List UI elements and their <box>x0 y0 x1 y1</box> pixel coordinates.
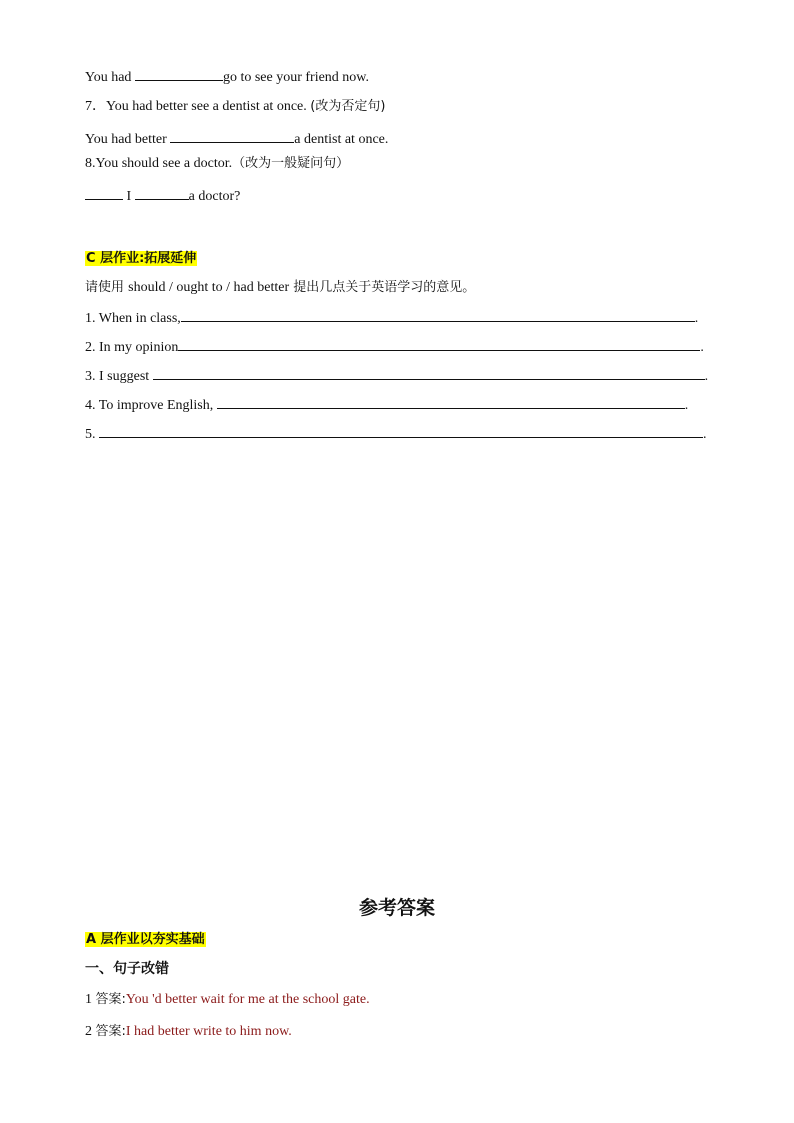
c-item-1-blank[interactable] <box>181 308 695 322</box>
q8-mid: I <box>123 189 135 204</box>
answers-title: 参考答案 <box>358 897 435 919</box>
instruction-cn-1: 请使用 <box>85 280 129 295</box>
part-one-title: 一、句子改错 <box>85 961 169 977</box>
q6-pre: You had <box>85 70 135 85</box>
c-item-5-blank[interactable] <box>99 424 703 438</box>
c-item-2-end: . <box>700 340 704 355</box>
c-item-4-label: 4. To improve English, <box>85 398 217 413</box>
answer-1-text: You 'd better wait for me at the school gate. <box>125 992 370 1007</box>
c-item-2-blank[interactable] <box>178 337 700 351</box>
c-item-2-label: 2. In my opinion <box>85 340 179 355</box>
answer-item-1 <box>85 991 370 1009</box>
q6-answer-line <box>85 67 369 87</box>
q7-hint: (改为否定句) <box>310 99 386 114</box>
c-item-5-label: 5. <box>85 427 99 442</box>
q7-number: 7． <box>85 99 106 114</box>
instruction-en: should / ought to / had better <box>128 280 290 295</box>
q7-text: You had better see a dentist at once. <box>106 99 311 114</box>
answer-item-2 <box>85 1023 292 1041</box>
c-item-3-end: . <box>704 369 709 384</box>
q8-answer-line <box>85 186 240 206</box>
section-a-heading <box>85 931 206 949</box>
c-item-3-label: 3. I suggest <box>85 369 153 384</box>
c-item-5-end: . <box>703 427 707 442</box>
q6-blank[interactable] <box>135 67 223 81</box>
section-c-instruction <box>85 279 475 297</box>
q8-hint: （改为一般疑问句） <box>232 156 350 171</box>
c-item-2 <box>85 337 704 357</box>
q7-answer-line <box>85 129 388 149</box>
answer-1-number: 1 <box>85 992 96 1007</box>
q8-question <box>85 155 349 173</box>
section-c-heading <box>85 250 197 268</box>
c-item-5 <box>85 424 707 444</box>
answer-2-label: 答案: <box>95 1024 126 1039</box>
c-item-3 <box>85 366 708 386</box>
q8-blank-2[interactable] <box>135 186 189 200</box>
q6-post: go to see your friend now. <box>222 70 369 85</box>
c-item-4 <box>85 395 688 415</box>
q7-blank[interactable] <box>170 129 294 143</box>
answer-2-number: 2 <box>85 1024 96 1039</box>
q8-post: a doctor? <box>188 189 241 204</box>
c-item-4-blank[interactable] <box>217 395 685 409</box>
c-item-4-end: . <box>684 398 689 413</box>
section-c-title: C 层作业:拓展延伸 <box>86 251 197 266</box>
q7-post: a dentist at once. <box>294 132 389 147</box>
q7-pre: You had better <box>85 132 171 147</box>
c-item-3-blank[interactable] <box>153 366 705 380</box>
answer-1-label: 答案: <box>95 992 126 1007</box>
instruction-cn-2: 提出几点关于英语学习的意见。 <box>289 280 476 295</box>
answer-2-text: I had better write to him now. <box>125 1024 292 1039</box>
q8-blank-1[interactable] <box>85 186 123 200</box>
q8-text: 8.You should see a doctor. <box>85 156 233 171</box>
c-item-1 <box>85 308 698 328</box>
c-item-1-label: 1. When in class, <box>85 311 181 326</box>
section-a-title: A 层作业以夯实基础 <box>86 932 205 947</box>
q7-question <box>85 98 385 116</box>
c-item-1-end: . <box>694 311 699 326</box>
